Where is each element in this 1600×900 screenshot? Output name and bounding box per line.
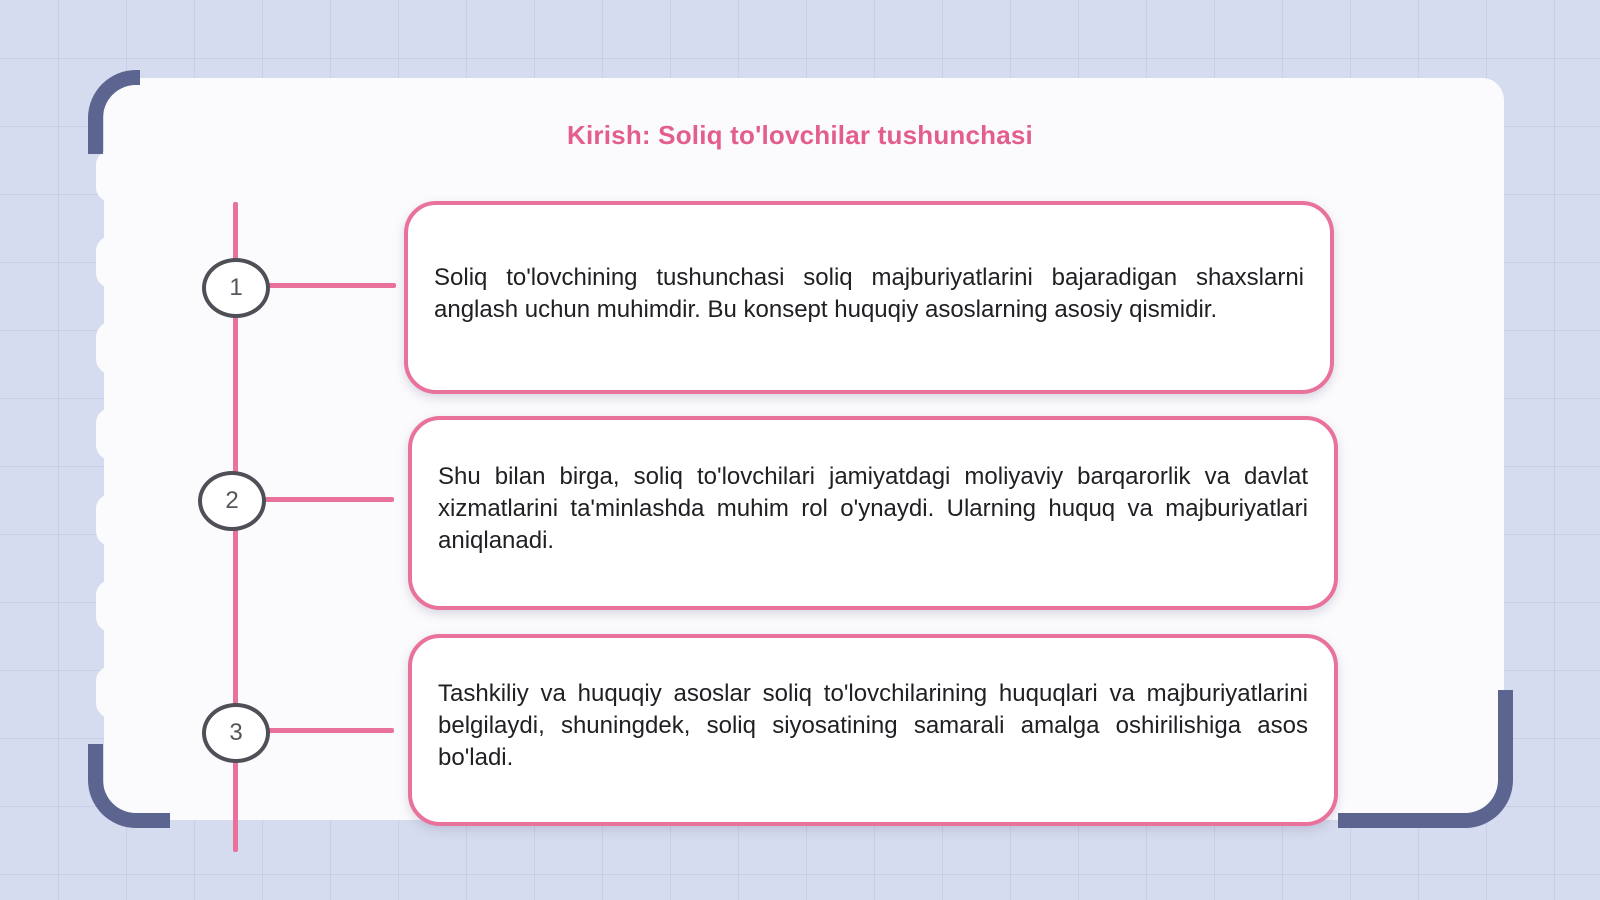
card-scallop [96, 580, 126, 632]
step-box-3 [408, 634, 1338, 826]
step-number-3: 3 [202, 703, 270, 763]
slide-title: Kirish: Soliq to'lovchilar tushunchasi [567, 120, 1033, 150]
card-scallop [96, 408, 126, 460]
timeline-connector-3 [268, 728, 394, 733]
corner-bracket-bottom-left [88, 744, 170, 828]
timeline-connector-2 [264, 497, 394, 502]
step-text-1: Soliq to'lovchining tushunchasi soliq majburiyatlarini bajaradigan shaxslarni anglash uchun muhimdir. Bu konsept huquqiy asoslarning asosiy qismidir. [434, 263, 1304, 323]
step-text-2: Shu bilan birga, soliq to'lovchilari jamiyatdagi moliyaviy barqarorlik va davlat xizmatlarini ta'minlashda muhim rol o'ynaydi. Ularning huquq va majburiyatlari aniqlanadi. [438, 463, 1308, 554]
step-box-1 [404, 201, 1334, 394]
card-scallop [96, 666, 126, 718]
step-number-1: 1 [202, 258, 270, 318]
step-number-2: 2 [198, 471, 266, 531]
card-scallop [96, 494, 126, 546]
corner-bracket-bottom-right [1338, 690, 1513, 828]
corner-bracket-top-left [88, 70, 140, 154]
card-scallop [96, 150, 126, 202]
step-text-3: Tashkiliy va huquqiy asoslar soliq to'lovchilarining huquqlari va majburiyatlarini belgilaydi, shuningdek, soliq siyosatining samarali amalga oshirilishiga asos bo'ladi. [438, 680, 1308, 771]
timeline-connector-1 [268, 283, 396, 288]
card-scallop [96, 322, 126, 374]
step-box-2 [408, 416, 1338, 610]
card-scallop [96, 236, 126, 288]
